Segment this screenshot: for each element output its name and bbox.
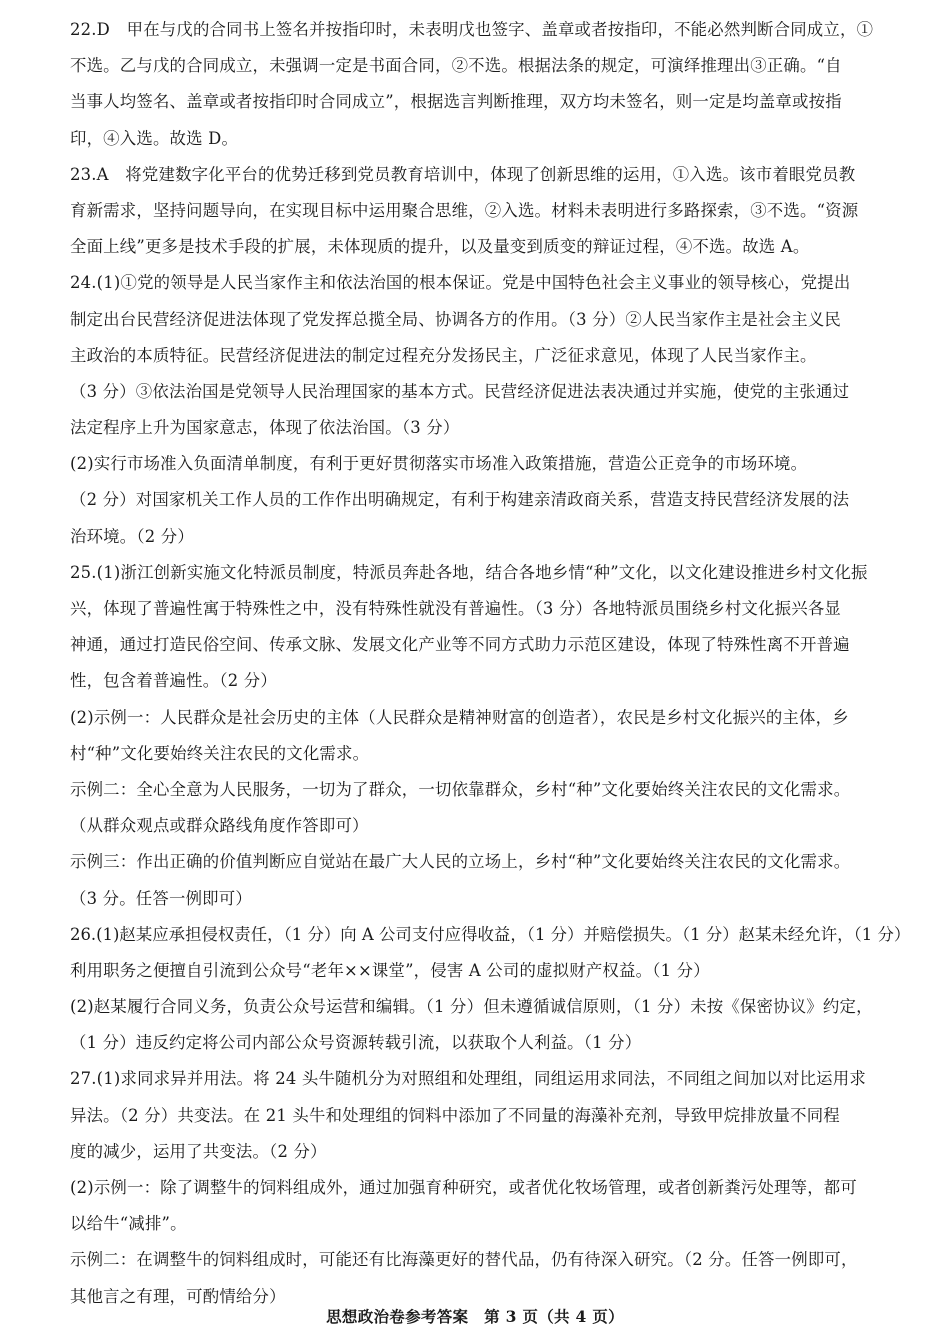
text-line: 23.A 将党建数字化平台的优势迁移到党员教育培训中，体现了创新思维的运用，①入选。该市着眼党员教 [70,164,856,184]
text-line: 性，包含着普遍性。（2 分） [70,671,277,691]
text-line: （3 分）③依法治国是党领导人民治理国家的基本方式。民营经济促进法表决通过并实施，使党的主张通过 [70,381,850,401]
text-line: (2)示例一：除了调整牛的饲料组成外，通过加强育种研究，或者优化牧场管理，或者创新粪污处理等，都可 [70,1178,857,1197]
text-line: 示例二：全心全意为人民服务，一切为了群众，一切依靠群众，乡村“种”文化要始终关注农民的文化需求。 [70,779,851,799]
text-line: 24.(1)①党的领导是人民当家作主和依法治国的根本保证。党是中国特色社会主义事业的领导核心，党提出 [70,273,851,293]
text-line: 兴，体现了普遍性寓于特殊性之中，没有特殊性就没有普遍性。（3 分）各地特派员围绕乡村文化振兴各显 [70,599,842,618]
page-footer: 思想政治卷参考答案 第 3 页（共 4 页） [326,1307,624,1326]
text-line: （1 分）违反约定将公司内部公众号资源转载引流，以获取个人利益。（1 分） [70,1033,642,1053]
text-line: 度的减少，运用了共变法。（2 分） [70,1141,327,1161]
text-line: (2)示例一：人民群众是社会历史的主体（人民群众是精神财富的创造者），农民是乡村文化振兴的主体，乡 [70,707,849,727]
text-line: 制定出台民营经济促进法体现了党发挥总揽全局、协调各方的作用。（3 分）②人民当家作主是社会主义民 [70,309,842,329]
text-line: (2)赵某履行合同义务，负责公众号运营和编辑。（1 分）但未遵循诚信原则，（1 分）未按《保密协议》约定， [70,997,873,1017]
text-line: 神通，通过打造民俗空间、传承文脉、发展文化产业等不同方式助力示范区建设，体现了特殊性离不开普遍 [70,635,850,655]
text-line: 示例三：作出正确的价值判断应自觉站在最广大人民的立场上，乡村“种”文化要始终关注农民的文化需求。 [70,852,851,872]
text-line: 其他言之有理，可酌情给分） [70,1286,286,1306]
text-line: 村“种”文化要始终关注农民的文化需求。 [70,743,370,763]
text-line: 印，④入选。故选 D。 [70,128,239,148]
text-line: 法定程序上升为国家意志，体现了依法治国。（3 分） [70,418,460,438]
text-line: 利用职务之便擅自引流到公众号“老年××课堂”，侵害 A 公司的虚拟财产权益。（1 分） [70,960,710,980]
text-line: （从群众观点或群众路线角度作答即可） [70,816,369,836]
text-line: 25.(1)浙江创新实施文化特派员制度，特派员奔赴各地，结合各地乡情“种”文化，以文化建设推进乡村文化振 [70,562,868,582]
answer-content [70,12,910,1315]
text-line: （3 分。任答一例即可） [70,888,252,908]
text-line: 异法。（2 分）共变法。在 21 头牛和处理组的饲料中添加了不同量的海藻补充剂，导致甲烷排放量不同程 [70,1105,840,1125]
text-line: 主政治的本质特征。民营经济促进法的制定过程充分发扬民主，广泛征求意见，体现了人民当家作主。 [70,345,817,365]
text-line: 治环境。（2 分） [70,526,194,546]
text-line: 27.(1)求同求异并用法。将 24 头牛随机分为对照组和处理组，同组运用求同法，不同组之间加以对比运用求 [70,1069,866,1089]
text-line: 全面上线”更多是技术手段的扩展，未体现质的提升，以及量变到质变的辩证过程，④不选。故选 A。 [70,237,810,257]
text-line: 当事人均签名、盖章或者按指印时合同成立”，根据选言判断推理，双方均未签名，则一定是均盖章或按指 [70,92,842,112]
text-line: 育新需求，坚持问题导向，在实现目标中运用聚合思维，②入选。材料未表明进行多路探索，③不选。“资源 [70,200,859,220]
text-line: 22.D 甲在与戊的合同书上签名并按指印时，未表明戊也签字、盖章或者按指印，不能必然判断合同成立，① [70,20,874,39]
text-line: 26.(1)赵某应承担侵权责任，（1 分）向 A 公司支付应得收益，（1 分）并赔偿损失。（1 分）赵某未经允许，（1 分） [70,924,910,944]
text-line: 不选。乙与戊的合同成立，未强调一定是书面合同，②不选。根据法条的规定，可演绎推理出③正确。“自 [70,56,842,76]
text-line: 示例二：在调整牛的饲料组成时，可能还有比海藻更好的替代品，仍有待深入研究。（2 分。任答一例即可， [70,1250,858,1270]
text-line: （2 分）对国家机关工作人员的工作作出明确规定，有利于构建亲清政商关系，营造支持民营经济发展的法 [70,490,850,510]
text-line: 以给牛“减排”。 [70,1214,187,1234]
text-line: (2)实行市场准入负面清单制度，有利于更好贯彻落实市场准入政策措施，营造公正竞争的市场环境。 [70,454,808,474]
